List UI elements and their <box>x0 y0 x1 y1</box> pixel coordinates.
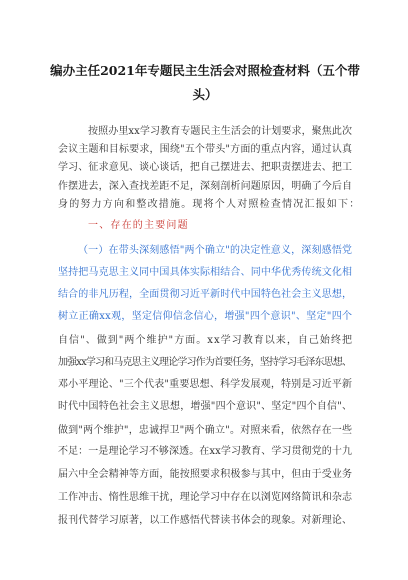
body-line: 坚持把马克思主义同中国具体实际相结合、同中华优秀传统文化相 <box>58 267 353 278</box>
body-line: 自信"、做到"两个维护"方面。xx学习教育以来，自己始终把 <box>58 335 354 346</box>
body-line: 会议主题和目标要求，围绕"五个带头"方面的重点内容，通过认真 <box>58 144 353 155</box>
body-line: 报刊代替学习原著，以工作感悟代替读书体会的现象。对新理论、 <box>58 515 353 526</box>
body-line: 邓小平理论、"三个代表"重要思想、科学发展观，特别是习近平新 <box>58 379 353 390</box>
body-line: （一）在带头深刻感悟"两个确立"的决定性意义，深刻感悟党 <box>78 245 353 256</box>
body-line: 结合的非凡历程，全面贯彻习近平新时代中国特色社会主义思想， <box>58 289 353 300</box>
body-line: 届六中全会精神等方面，能按照要求积极参与其中，但由于受业务 <box>58 469 353 480</box>
body-line: 按照办里xx学习教育专题民主生活会的计划要求，聚焦此次 <box>88 126 353 137</box>
body-line: 一、存在的主要问题 <box>88 220 189 231</box>
body-line: 身的努力方向和整改措施。现将个人对照检查情况汇报如下： <box>58 199 361 210</box>
document-title-line-2: 头） <box>192 87 218 102</box>
document-title-line-1: 编办主任2021年专题民主生活会对照检查材料（五个带 <box>50 63 360 78</box>
body-line: 树立正确xx观，坚定信仰信念信心，增强"四个意识"、坚定"四个 <box>58 311 353 322</box>
body-line: 时代中国特色社会主义思想，增强"四个意识"、坚定"四个自信"、 <box>58 401 353 412</box>
body-line: 加强xx学习和马克思主义理论学习作为首要任务，坚持学习毛泽东思想、 <box>58 357 352 368</box>
body-line: 学习、征求意见、谈心谈话，把自己摆进去、把职责摆进去、把工 <box>58 162 353 173</box>
body-line: 作摆进去，深入查找差距不足，深刻剖析问题原因，明确了今后自 <box>58 181 353 192</box>
body-line: 不足：一是理论学习不够深透。在xx学习教育、学习贯彻党的十九 <box>58 446 353 457</box>
body-line: 做到"两个维护"，忠诚捍卫"两个确立"。对照来看，依然存在一些 <box>58 425 353 436</box>
body-line: 工作冲击、惰性思维干扰，理论学习中存在以浏览网络简讯和杂志 <box>58 492 353 503</box>
